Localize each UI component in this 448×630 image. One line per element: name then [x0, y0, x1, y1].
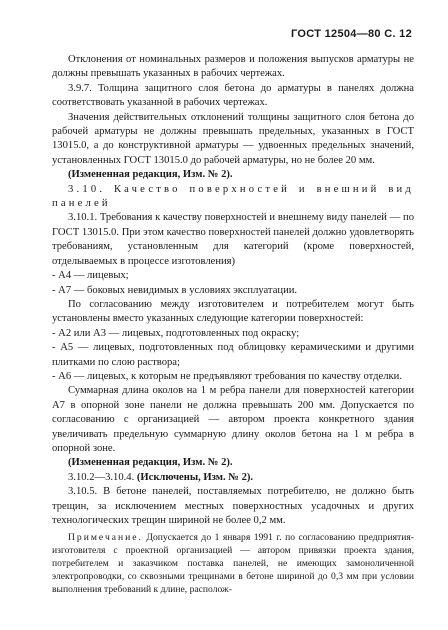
list-item: - А6 — лицевых, к которым не предъявляют требования по качеству отделки.	[52, 370, 402, 382]
paragraph: 3.9.7. Толщина защитного слоя бетона до арматуры в панелях должна соответствовать указанной в рабочих чертежах.	[52, 82, 414, 109]
note-paragraph	[52, 532, 414, 596]
excluded-clauses	[52, 471, 414, 485]
excluded-note: (Исключены, Изм. № 2).	[136, 471, 254, 483]
amendment-note: (Измененная редакция, Изм. № 2).	[68, 169, 233, 181]
list-item: - А4 — лицевых;	[52, 270, 129, 282]
page-header: ГОСТ 12504—80 С. 12	[291, 28, 412, 40]
paragraph: 3.10.5. В бетоне панелей, поставляемых потребителю, не должно быть трещин, за исключением местных поверхностных усадочных и других технологических трещин шириной не более 0,2 мм.	[52, 486, 414, 526]
paragraph: Суммарная длина околов на 1 м ребра панели для поверхностей категории А7 в опорной зоне панели не должна превышать 200 мм. Допускается по согласованию с организацией — автором проекта конкретного здания увеличивать предельную суммарную длину околов бетона на 1 м ребра в опорной зоне.	[52, 385, 414, 454]
list-item: - А2 или А3 — лицевых, подготовленных под окраску;	[52, 327, 300, 339]
list-item: - А5 — лицевых, подготовленных под облицовку керамическими и другими плитками по слою раствора;	[52, 342, 414, 368]
paragraph: Отклонения от номинальных размеров и положения выпусков арматуры не должны превышать указанных в рабочих чертежах.	[52, 54, 414, 80]
amendment-note: (Измененная редакция, Изм. № 2).	[68, 457, 233, 469]
clause-number: 3.10.2—3.10.4.	[68, 471, 137, 483]
document-body	[52, 53, 414, 596]
paragraph: По согласованию между изготовителем и потребителем могут быть установлены вместо указанных следующие категории поверхностей:	[52, 298, 414, 325]
section-heading: 3.10. Качество поверхностей и внешний вид панелей	[52, 183, 414, 210]
paragraph: Значения действительных отклонений толщины защитного слоя бетона до рабочей арматуры не должны превышать предельных, указанных в ГОСТ 13015.0, а до конструктивной арматуры — удвоенных предельных значений, установленных ГОСТ 13015.0 до рабочей арматуры, но не более 20 мм.	[52, 111, 414, 166]
note-text: Допускается до 1 января 1991 г. по согласованию предприятия-изготовителя с проектной организацией — автором привязки проекта здания, потребителем и заказчиком поставка панелей, не имеющих замоноличенной электропроводки, со сквозными трещинами в бетоне шириной до 0,3 мм при условии выполнения требований к длине, располож-	[52, 532, 414, 595]
note-label: Примечание.	[68, 532, 143, 544]
list-item: - А7 — боковых невидимых в условиях эксплуатации.	[52, 284, 298, 296]
paragraph: 3.10.1. Требования к качеству поверхностей и внешнему виду панелей — по ГОСТ 13015.0. При этом качество поверхностей панелей должно удовлетворять требованиям, установленным для категорий (кроме поверхностей, отделываемых в процессе изготовления)	[52, 212, 414, 267]
